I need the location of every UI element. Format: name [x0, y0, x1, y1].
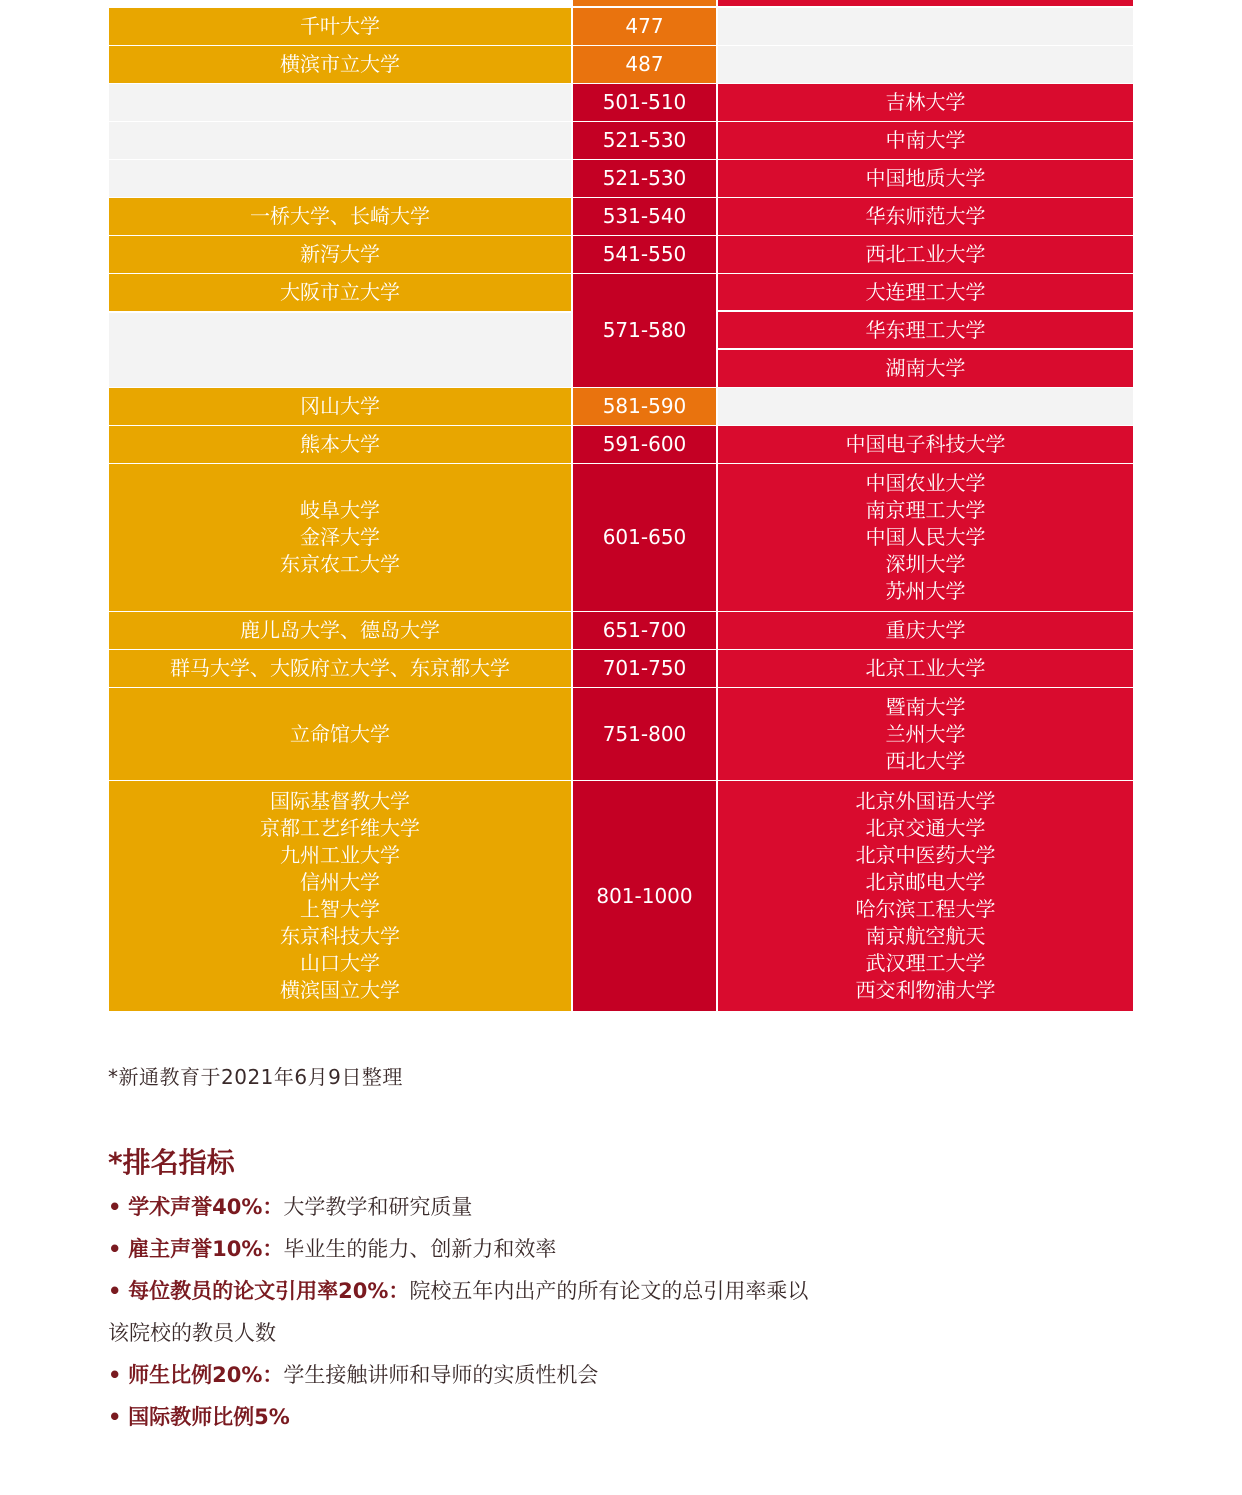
- china-cell: [718, 312, 1133, 348]
- criterion-label: 国际教师比例5%: [128, 1405, 290, 1429]
- university-name: 中国地质大学: [865, 166, 986, 190]
- university-name: 兰州大学: [885, 721, 966, 746]
- criteria-title: *排名指标: [108, 1146, 235, 1179]
- china-cell: [718, 198, 1133, 235]
- rank-cell: [573, 84, 716, 121]
- japan-cell: [109, 46, 571, 83]
- bullet-icon: •: [108, 1363, 122, 1387]
- university-name: 九州工业大学: [280, 843, 400, 867]
- japan-cell: [109, 781, 571, 1011]
- japan-cell-empty: [109, 313, 571, 387]
- rank-value: 541-550: [602, 242, 687, 266]
- university-name: 东京科技大学: [280, 924, 400, 948]
- china-cell: [718, 781, 1133, 1011]
- university-name: 吉林大学: [885, 90, 966, 114]
- university-name: 中南大学: [885, 128, 966, 152]
- university-name: 冈山大学: [300, 394, 380, 418]
- university-name: 中国人民大学: [865, 525, 986, 549]
- criterion-international-faculty: [108, 1401, 290, 1431]
- criterion-academic-reputation: [108, 1191, 472, 1221]
- university-name: 中国电子科技大学: [845, 432, 1006, 456]
- university-name: 湖南大学: [885, 356, 966, 380]
- criterion-citations-per-faculty: [108, 1275, 808, 1305]
- university-name: 武汉理工大学: [865, 951, 986, 975]
- university-name: 京都工艺纤维大学: [260, 816, 420, 840]
- bullet-icon: •: [108, 1279, 122, 1303]
- university-name: 横滨市立大学: [280, 52, 400, 76]
- rank-cell: [573, 236, 716, 273]
- university-name: 熊本大学: [300, 432, 380, 456]
- university-name: 东京农工大学: [280, 552, 400, 576]
- japan-cell: [109, 464, 571, 611]
- rank-value: 521-530: [602, 166, 687, 190]
- china-cell-empty: [718, 8, 1133, 45]
- rank-value: 651-700: [602, 618, 687, 642]
- rank-cell: [573, 612, 716, 649]
- criterion-label: 师生比例20%：: [128, 1363, 284, 1387]
- rank-value: 521-530: [602, 128, 687, 152]
- university-name: 信州大学: [300, 870, 380, 894]
- japan-cell-empty: [109, 84, 571, 121]
- university-name: 千叶大学: [300, 14, 380, 38]
- university-name: 北京工业大学: [865, 656, 986, 680]
- china-cell: [718, 160, 1133, 197]
- japan-cell: [109, 612, 571, 649]
- japan-cell: [109, 650, 571, 687]
- university-name: 一桥大学、长崎大学: [250, 204, 430, 228]
- rank-value: 591-600: [602, 432, 687, 456]
- table-top-strip-rank: [573, 0, 716, 6]
- bullet-icon: •: [108, 1195, 122, 1219]
- japan-cell: [109, 236, 571, 273]
- japan-cell: [109, 8, 571, 45]
- university-name: 立命馆大学: [290, 721, 390, 746]
- university-name: 上智大学: [300, 897, 380, 921]
- japan-cell: [109, 688, 571, 780]
- rank-cell: [573, 688, 716, 780]
- rank-cell: [573, 46, 716, 83]
- university-name: 重庆大学: [885, 618, 966, 642]
- criterion-employer-reputation: [108, 1233, 556, 1263]
- rank-cell: [573, 122, 716, 159]
- university-name: 大阪市立大学: [280, 280, 400, 304]
- university-name: 西北大学: [885, 748, 966, 773]
- china-cell: [718, 350, 1133, 387]
- rank-cell: [573, 160, 716, 197]
- rank-value: 571-580: [602, 318, 687, 342]
- japan-cell-empty: [109, 160, 571, 197]
- china-cell-empty: [718, 46, 1133, 83]
- university-name: 横滨国立大学: [280, 978, 400, 1002]
- rank-cell: [573, 781, 716, 1011]
- japan-cell-empty: [109, 122, 571, 159]
- university-name: 中国农业大学: [865, 471, 986, 495]
- japan-cell: [109, 388, 571, 425]
- china-cell: [718, 464, 1133, 611]
- china-cell: [718, 650, 1133, 687]
- bullet-icon: •: [108, 1237, 122, 1261]
- university-name: 哈尔滨工程大学: [855, 897, 996, 921]
- japan-cell: [109, 198, 571, 235]
- university-name: 山口大学: [300, 951, 380, 975]
- china-cell: [718, 122, 1133, 159]
- japan-cell: [109, 274, 571, 311]
- university-name: 深圳大学: [885, 552, 966, 576]
- university-name: 暨南大学: [885, 694, 966, 719]
- china-cell: [718, 688, 1133, 780]
- rank-cell: [573, 198, 716, 235]
- university-name: 鹿儿岛大学、德岛大学: [240, 618, 440, 642]
- criterion-label: 学术声誉40%：: [128, 1195, 284, 1219]
- university-name: 国际基督教大学: [270, 789, 410, 813]
- rank-value: 801-1000: [596, 883, 693, 908]
- rank-value: 477: [625, 14, 664, 38]
- china-cell: [718, 84, 1133, 121]
- university-name: 西北工业大学: [865, 242, 986, 266]
- rank-cell: [573, 388, 716, 425]
- china-cell: [718, 426, 1133, 463]
- china-cell: [718, 612, 1133, 649]
- criterion-label: 雇主声誉10%：: [128, 1237, 284, 1261]
- rank-value: 501-510: [602, 90, 687, 114]
- china-cell: [718, 236, 1133, 273]
- university-name: 北京邮电大学: [865, 870, 986, 894]
- rank-value: 581-590: [602, 394, 687, 418]
- university-name: 新泻大学: [300, 242, 380, 266]
- rank-cell: [573, 426, 716, 463]
- university-name: 苏州大学: [885, 579, 966, 603]
- university-name: 华东师范大学: [865, 204, 986, 228]
- criterion-citations-continuation: 该院校的教员人数: [108, 1321, 276, 1345]
- university-name: 西交利物浦大学: [855, 978, 996, 1002]
- university-name: 北京中医药大学: [855, 843, 996, 867]
- criterion-text: 学生接触讲师和导师的实质性机会: [283, 1363, 599, 1387]
- rank-cell: [573, 650, 716, 687]
- table-top-strip-china: [718, 0, 1133, 6]
- rank-value: 487: [625, 52, 664, 76]
- rank-cell: [573, 8, 716, 45]
- source-note: *新通教育于2021年6月9日整理: [108, 1065, 403, 1089]
- rank-value: 701-750: [602, 656, 687, 680]
- university-name: 群马大学、大阪府立大学、东京都大学: [170, 656, 510, 680]
- rank-cell: [573, 274, 716, 387]
- criterion-text: 院校五年内出产的所有论文的总引用率乘以: [409, 1279, 809, 1303]
- china-cell-empty: [718, 388, 1133, 425]
- university-name: 南京理工大学: [865, 498, 986, 522]
- criterion-text: 大学教学和研究质量: [283, 1195, 473, 1219]
- university-name: 华东理工大学: [865, 317, 986, 342]
- university-name: 北京外国语大学: [855, 789, 996, 813]
- criterion-text: 毕业生的能力、创新力和效率: [283, 1237, 557, 1261]
- rank-cell: [573, 464, 716, 611]
- university-name: 金泽大学: [300, 525, 380, 549]
- bullet-icon: •: [108, 1405, 122, 1429]
- university-name: 大连理工大学: [865, 279, 986, 304]
- university-name: 北京交通大学: [865, 816, 986, 840]
- criterion-label: 每位教员的论文引用率20%：: [128, 1279, 410, 1303]
- university-name: 南京航空航天: [865, 924, 986, 948]
- university-name: 岐阜大学: [300, 498, 380, 522]
- china-cell: [718, 274, 1133, 310]
- rank-value: 531-540: [602, 204, 687, 228]
- rank-value: 751-800: [602, 721, 687, 746]
- japan-cell: [109, 426, 571, 463]
- rank-value: 601-650: [602, 525, 687, 549]
- criterion-faculty-student-ratio: [108, 1359, 598, 1389]
